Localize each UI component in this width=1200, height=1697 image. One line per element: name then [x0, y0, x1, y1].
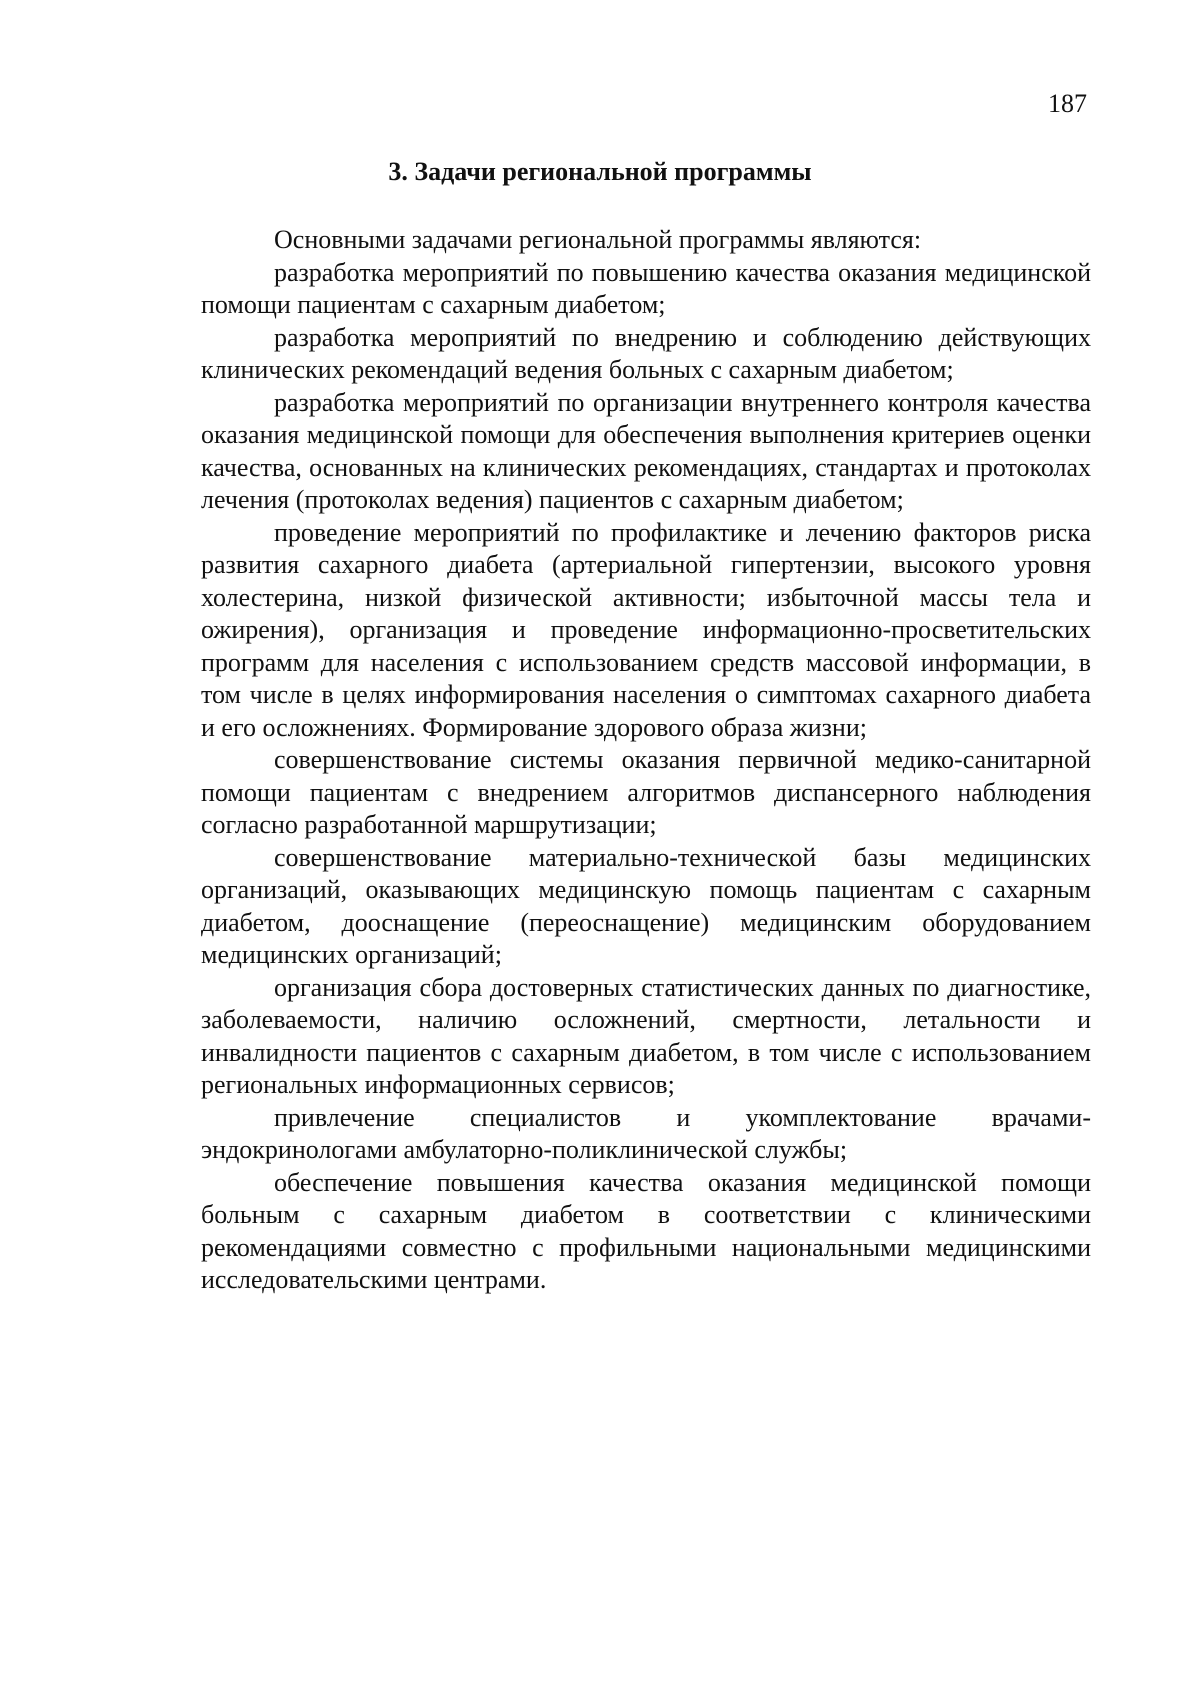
paragraph-task-equipment: совершенствование материально-технической базы медицинских организаций, оказывающих медицинскую помощь пациентам с сахарным диабетом, дооснащение (переоснащение) медицинским оборудованием медицинских организаций; [201, 842, 1091, 969]
paragraph-task-guidelines: разработка мероприятий по внедрению и соблюдению действующих клинических рекомендаций ведения больных с сахарным диабетом; [201, 322, 1091, 384]
paragraph-task-internal-control: разработка мероприятий по организации внутреннего контроля качества оказания медицинской помощи для обеспечения выполнения критериев оценки качества, основанных на клинических рекомендациях, стандартах и протоколах лечения (протоколах ведения) пациентов с сахарным диабетом; [201, 387, 1091, 514]
paragraph-task-quality: разработка мероприятий по повышению качества оказания медицинской помощи пациентам с сахарным диабетом; [201, 257, 1091, 319]
paragraph-task-statistics: организация сбора достоверных статистических данных по диагностике, заболеваемости, наличию осложнений, смертности, летальности и инвалидности пациентов с сахарным диабетом, в том числе с использованием региональных информационных сервисов; [201, 972, 1091, 1099]
paragraph-task-prevention: проведение мероприятий по профилактике и лечению факторов риска развития сахарного диабета (артериальной гипертензии, высокого уровня холестерина, низкой физической активности; избыточной массы тела и ожирения), организация и проведение информационно-просветительских программ для населения с использованием средств массовой информации, в том числе в целях информирования населения о симптомах сахарного диабета и его осложнениях. Формирование здорового образа жизни; [201, 517, 1091, 742]
page-number: 187 [1048, 89, 1087, 118]
paragraph-intro: Основными задачами региональной программы являются: [274, 225, 922, 254]
paragraph-task-primary-care: совершенствование системы оказания первичной медико-санитарной помощи пациентам с внедрением алгоритмов диспансерного наблюдения согласно разработанной маршрутизации; [201, 745, 1091, 839]
section-title: 3. Задачи региональной программы [388, 157, 812, 186]
paragraph-task-national-centers: обеспечение повышения качества оказания медицинской помощи больным с сахарным диабетом в соответствии с клиническими рекомендациями совместно с профильными национальными медицинскими исследовательскими центрами. [201, 1167, 1091, 1294]
paragraph-task-staffing: привлечение специалистов и укомплектование врачами-эндокринологами амбулаторно-поликлинической службы; [201, 1102, 1091, 1164]
document-body [201, 224, 1091, 1297]
